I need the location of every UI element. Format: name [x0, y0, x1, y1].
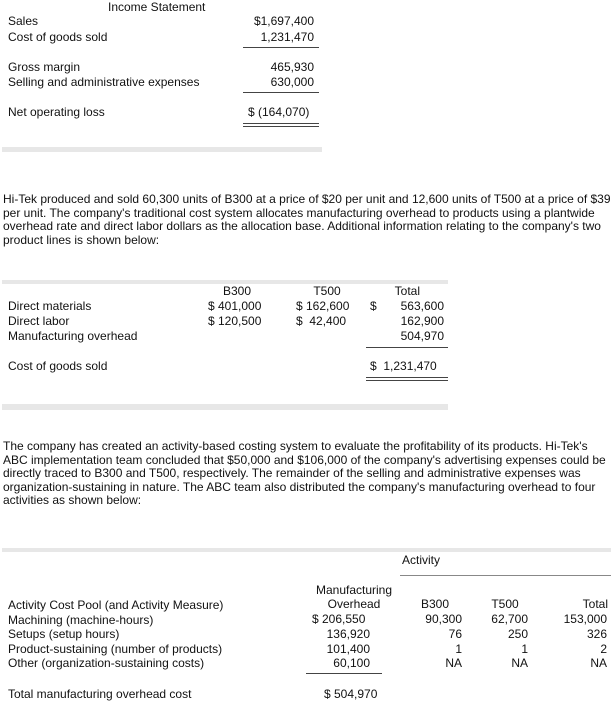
row-other-t500: NA	[511, 656, 528, 670]
col-header-t500: T500	[491, 597, 519, 611]
manufacturing-overhead-label: Manufacturing overhead	[8, 329, 138, 343]
net-operating-loss-label: Net operating loss	[8, 105, 105, 119]
row-product-sustaining-b300: 1	[455, 642, 462, 656]
row-product-sustaining-total: 2	[600, 642, 607, 656]
separator-band-2	[2, 404, 448, 410]
row-setups-t500: 250	[507, 627, 528, 641]
row-product-sustaining-overhead: 101,400	[326, 642, 370, 656]
paragraph-product-info: Hi-Tek produced and sold 60,300 units of B300 at a price of $20 per unit and 12,600 units of T500 at a price of $39 per unit. The company's traditional cost system allocates manufacturing overhead to products using a plantwide overhead rate and direct labor dollars as the allocation base. Additional information relating to the company's two product lines is shown below:	[3, 192, 611, 247]
selling-admin-value: 630,000	[270, 75, 314, 89]
direct-labor-t500: $ 42,400	[296, 314, 347, 328]
row-other-overhead: 60,100	[333, 656, 370, 670]
cogs-underline	[243, 47, 319, 48]
row-machining-total: 153,000	[563, 612, 607, 626]
row-machining-overhead: $ 206,550	[312, 612, 366, 626]
total-overhead-value: $ 504,970	[324, 687, 378, 701]
direct-labor-b300: $ 120,500	[208, 314, 262, 328]
row-setups-total: 326	[586, 627, 607, 641]
pool-header: Activity Cost Pool (and Activity Measure)	[8, 598, 224, 612]
separator-band-1	[2, 147, 322, 152]
direct-materials-total: 563,600	[400, 299, 444, 313]
gross-margin-label: Gross margin	[8, 60, 81, 74]
cost-table-cogs-double-underline-2	[366, 380, 448, 381]
row-product-sustaining-label: Product-sustaining (number of products)	[8, 642, 223, 656]
cost-header-t500: T500	[313, 284, 341, 298]
row-setups-overhead: 136,920	[326, 627, 370, 641]
direct-materials-sign: $	[370, 299, 377, 313]
row-setups-b300: 76	[448, 627, 462, 641]
cost-table-cogs-double-underline-1	[366, 377, 448, 378]
cogs-label: Cost of goods sold	[8, 30, 108, 44]
activity-header-underline	[400, 575, 611, 576]
net-operating-loss-value: $ (164,070)	[248, 105, 310, 119]
sales-label: Sales	[8, 14, 39, 28]
overhead-underline	[366, 347, 448, 348]
mo-header-line1: Manufacturing	[315, 583, 393, 597]
direct-labor-label: Direct labor	[8, 314, 70, 328]
direct-materials-label: Direct materials	[8, 299, 92, 313]
selling-admin-label: Selling and administrative expenses	[8, 75, 200, 89]
col-header-total: Total	[582, 597, 608, 611]
activity-header: Activity	[402, 553, 441, 567]
cost-header-total: Total	[394, 284, 420, 298]
paragraph-abc-info: The company has created an activity-based costing system to evaluate the profitability of its products. Hi-Tek's ABC implementation team concluded that $50,000 and $106,000 of the company's advertising expenses could be directly traced to B300 and T500, respectively. The remainder of the selling and administrative expenses was organization-sustaining in nature. The ABC team also distributed the company's manufacturing overhead to four activities as shown below:	[3, 439, 606, 507]
direct-materials-b300: $ 401,000	[208, 299, 262, 313]
row-other-label: Other (organization-sustaining costs)	[8, 656, 205, 670]
direct-labor-total: 162,900	[400, 314, 444, 328]
sales-value: $1,697,400	[253, 14, 314, 28]
cost-table-cogs-value: $ 1,231,470	[370, 359, 437, 373]
gross-margin-value: 465,930	[270, 60, 314, 74]
col-header-b300: B300	[420, 597, 450, 611]
row-setups-label: Setups (setup hours)	[8, 627, 120, 641]
row-other-b300: NA	[445, 656, 462, 670]
net-loss-double-underline-1	[243, 123, 319, 124]
row-machining-b300: 90,300	[425, 612, 462, 626]
mo-header-line2: Overhead	[327, 597, 381, 611]
row-machining-label: Machining (machine-hours)	[8, 613, 154, 627]
cogs-value: 1,231,470	[260, 30, 314, 44]
total-overhead-label: Total manufacturing overhead cost	[8, 687, 192, 701]
cost-header-b300: B300	[222, 284, 252, 298]
activity-table-top-band	[2, 548, 611, 552]
cost-table-cogs-label: Cost of goods sold	[8, 359, 108, 373]
direct-materials-t500: $ 162,600	[296, 299, 350, 313]
selling-admin-underline	[243, 92, 319, 93]
row-other-total: NA	[590, 656, 607, 670]
income-statement-title: Income Statement	[108, 0, 206, 14]
overhead-column-underline	[306, 673, 382, 674]
row-machining-t500: 62,700	[491, 612, 528, 626]
manufacturing-overhead-total: 504,970	[400, 329, 444, 343]
row-product-sustaining-t500: 1	[521, 642, 528, 656]
net-loss-double-underline-2	[243, 126, 319, 127]
